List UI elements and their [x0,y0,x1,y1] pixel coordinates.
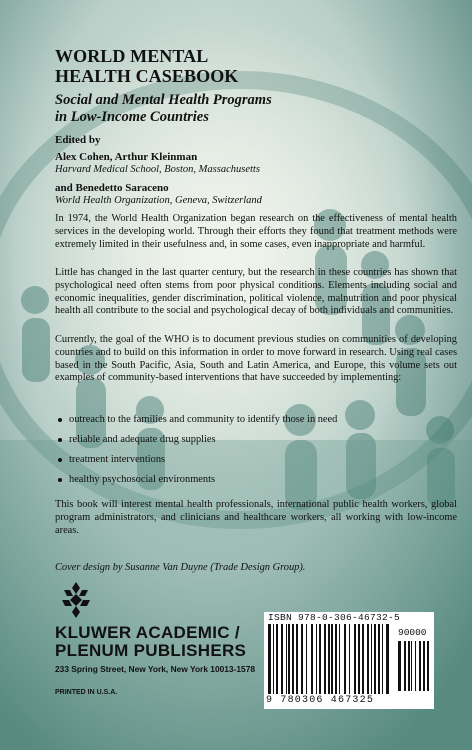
barcode-bar [419,641,421,691]
price-barcode [396,641,434,691]
isbn-number: ISBN 978-0-306-46732-5 [268,612,401,623]
ean-barcode [266,624,394,694]
barcode-bar [423,641,425,691]
barcode-bar [371,624,372,694]
barcode-bar [354,624,356,694]
barcode-bar [398,641,401,691]
barcode-bar [427,641,429,691]
barcode-bar [316,624,317,694]
third-editor-affiliation: World Health Organization, Geneva, Switzerland [55,195,262,206]
book-subtitle [55,92,455,126]
barcode-bar [288,624,290,694]
barcode-bar [328,624,330,694]
book-title [55,46,455,86]
barcode-bar [306,624,307,694]
barcode-bar [335,624,337,694]
editors-names: Alex Cohen, Arthur Kleinman [55,151,198,163]
paragraph-3: Currently, the goal of the WHO is to document previous studies on communities of developing countries and to build on this information in order to move forward in research. Using real cases based in the South Pacific, Asia, South and Latin America, and Europe, this volume sets out examples of community-based interventions that have succeeded by implementing: [55,334,457,384]
barcode-bar [339,624,340,694]
barcode-bar [378,624,380,694]
subtitle-line-1: Social and Mental Health Programs [55,92,272,108]
back-cover: WORLD MENTAL HEALTH CASEBOOK Social and Mental Health Programs in Low-Income Countries Edited by Alex Cohen, Arthur Kleinman Harvard Medical School, Boston, Massachusetts and Benedetto Saraceno World Health Organization, Geneva, Switzerland In 1974, the World Health Organization began research on the effectiveness of mental health services in the developing world. Through their efforts they found that treatment methods were extremely limited in their usefulness and, in some cases, even inappropriate and harmful. Little has changed in the last quarter century, but the research in these countries has shown that psychological need often stems from poor physical conditions. Elements including social and economic inequalities, gender discrimination, political violence, malnutrition and poor physical health all contribute to the social and psychological decay of both individuals and communities. Currently, the goal of the WHO is to document previous studies on communities of developing countries and to build on this information in order to move forward in research. Using real cases based in the South Pacific, Asia, South and Latin America, and Europe, this volume sets out examples of community-based interventions that have succeeded by implementing: outreach to the families and community to identify those in need reliable and adequate drug supplies treatment interventions healthy psychosocial environments This book will interest mental health professionals, international public health workers, global program administrators, and clinicians and healthcare workers, all working with low-income areas. Cover design by Susanne Van Duyne (Trade Design Group). KLUWER ACADEMIC / PLENUM PUBLISHERS 233 Spring Street, New York, New York 10013-1578 PRINTED IN U.S.A. ISBN 978-0-306-46732-5 90000 9 780306 467325 [0,0,472,750]
barcode-bar [349,624,350,694]
title-line-2: HEALTH CASEBOOK [55,66,239,86]
barcode-bar [273,624,274,694]
price-code: 90000 [398,627,427,638]
barcode-bar [362,624,364,694]
editors-affiliation: Harvard Medical School, Boston, Massachusetts [55,164,260,175]
barcode-bar [382,624,383,694]
bullet-dot [58,478,62,482]
barcode-bar [324,624,326,694]
barcode-bar [301,624,303,694]
bullet-dot [58,458,62,462]
third-editor-name: and Benedetto Saraceno [55,182,169,194]
publisher-line-1: KLUWER ACADEMIC / [55,623,240,642]
barcode-bar [415,641,416,691]
barcode-bar [296,624,298,694]
bullet-dot [58,438,62,442]
barcode-bar [367,624,369,694]
barcode-bar [374,624,376,694]
barcode-bar [268,624,271,694]
barcode-bar [331,624,333,694]
bullet-dot [58,418,62,422]
barcode-bar [386,624,389,694]
barcode-bar [319,624,321,694]
barcode-bar [408,641,410,691]
printed-in-label: PRINTED IN U.S.A. [55,689,118,696]
title-line-1: WORLD MENTAL [55,46,209,66]
publisher-line-2: PLENUM PUBLISHERS [55,641,247,660]
barcode-bar [411,641,412,691]
barcode-bar [292,624,294,694]
ean-digits: 9 780306 467325 [266,695,375,706]
barcode-bar [344,624,346,694]
barcode-bar [281,624,283,694]
cover-design-credit: Cover design by Susanne Van Duyne (Trade Design Group). [55,562,306,573]
barcode-bar [404,641,406,691]
edited-by-label: Edited by [55,134,101,146]
publisher-name [55,624,246,660]
paragraph-2: Little has changed in the last quarter century, but the research in these countries has shown that psychological need often stems from poor physical conditions. Elements including social and economic inequalities, gender discrimination, political violence, malnutrition and poor physical health all contribute to the social and psychological decay of both individuals and communities. [55,267,457,317]
barcode-bar [358,624,360,694]
barcode-bar [286,624,287,694]
publisher-address: 233 Spring Street, New York, New York 10013-1578 [55,664,256,674]
barcode-bar [311,624,313,694]
barcode-bar [276,624,278,694]
closing-paragraph: This book will interest mental health professionals, international public health workers, global program administrators, and clinicians and healthcare workers, all working with low-income areas. [55,499,457,536]
kluwer-logo-icon [60,582,92,618]
subtitle-line-2: in Low-Income Countries [55,109,209,125]
paragraph-1: In 1974, the World Health Organization began research on the effectiveness of mental health services in the developing world. Through their efforts they found that treatment methods were extremely limited in their usefulness and, in some cases, even inappropriate and harmful. [55,213,457,250]
